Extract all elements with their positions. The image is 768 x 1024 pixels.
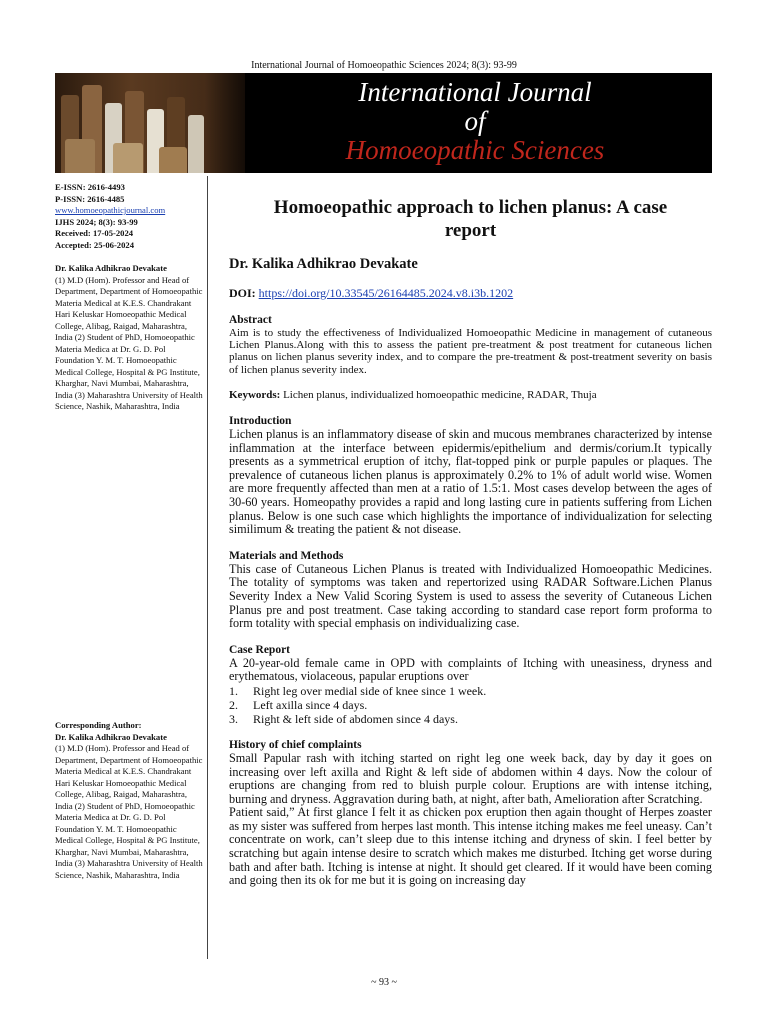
sidebar-author-name: Dr. Kalika Adhikrao Devakate [55, 263, 167, 273]
corresponding-author-block [55, 720, 203, 881]
page-number: ~ 93 ~ [371, 977, 397, 988]
history-heading: History of chief complaints [229, 738, 362, 751]
ijhs-citation: IJHS 2024; 8(3): 93-99 [55, 216, 138, 227]
journal-url-link[interactable]: www.homoeopathicjournal.com [55, 205, 166, 215]
list-item: 1. Right leg over medial side of knee since 1 week. [229, 683, 487, 698]
abstract-heading: Abstract [229, 314, 272, 326]
banner-title-line-3: Homoeopathic Sciences [345, 135, 605, 165]
banner-fade [205, 73, 265, 173]
article-author: Dr. Kalika Adhikrao Devakate [229, 256, 418, 272]
banner-title-line-1: International Journal [358, 77, 592, 107]
corresponding-author-label: Corresponding Author: [55, 720, 142, 730]
case-report-text: A 20-year-old female came in OPD with complaints of Itching with uneasiness, dryness and erythematous, violaceous, papular eruptions over [229, 655, 712, 684]
abstract-text: Aim is to study the effectiveness of Individualized Homoeopathic Medicine in management of cutaneous Lichen Planus.Along with this to assess the patient pre-treatment & post treatment for cutaneous lichen planus on lichen planus severity index, and to compare the pre-treatment & post-treatment severity on basis of lichen planus severity index. [229, 327, 712, 376]
keywords-label: Keywords: [229, 388, 281, 401]
methods-heading: Materials and Methods [229, 549, 344, 562]
doi-line [229, 286, 712, 301]
running-head: International Journal of Homoeopathic Sciences 2024; 8(3): 93-99 [251, 60, 517, 71]
keywords-text: Lichen planus, individualized homoeopathic medicine, RADAR, Thuja [283, 388, 597, 401]
history-text-2: Patient said,” At first glance I felt it as chicken pox eruption then again thought of Herpes zoaster as my sister was suffered from herpes last month. This intense itching makes me feel uneasy. Can’t concentrate on work, can’t sleep due to this intense itching and dryness of skin. I feel better by scratching but again intense desire to scratch which makes me disturbed. Itching get worse during bath and after bath. Itching is intense at night. It should get cleared. If it would have been coming and going then its ok for me but it is going on increasing day [229, 805, 712, 888]
column-divider [207, 176, 208, 959]
introduction-heading: Introduction [229, 415, 292, 428]
sidebar-author-affiliation: (1) M.D (Hom). Professor and Head of Department, Department of Homoeopathic Materia Medical at K.E.S. Chandrakant Hari Keluskar Homoeopathic Medical College, Alibag, Raigad, Maharashtra, India (2) Student of PhD, Homoeopathic Materia Medica at Dr. G. D. Pol Foundation Y. M. T. Homoeopathic Medical College, Hospital & PG Institute, Kharghar, Navi Mumbai, Maharashtra, India (3) Maharashtra University of Health Science, Nashik, Maharashtra, India [55, 274, 203, 411]
methods-text: This case of Cutaneous Lichen Planus is treated with Individualized Homoeopathic Medicines. The totality of symptoms was taken and repertorized using RADAR Software.Lichen Planus Severity Index a New Valid Scoring System is used to assess the severity of Cutaneous Lichen Planus pre and post treatment. Case taking according to standard case report form proforma to form totality with special emphasis on individualizing case. [229, 561, 712, 631]
banner-title-line-2: of [464, 106, 486, 136]
article-main-column [229, 196, 712, 888]
journal-banner [55, 73, 712, 173]
corresponding-author-affiliation: (1) M.D (Hom). Professor and Head of Department, Department of Homoeopathic Materia Medical at K.E.S. Chandrakant Hari Keluskar Homoeopathic Medical College, Alibag, Raigad, Maharashtra, India (2) Student of PhD, Homoeopathic Materia Medica at Dr. G. D. Pol Foundation Y. M. T. Homoeopathic Medical College, Hospital & PG Institute, Kharghar, Navi Mumbai, Maharashtra, India (3) Maharashtra University of Health Science, Nashik, Maharashtra, India [55, 743, 203, 880]
case-complaints-list [229, 684, 712, 726]
doi-link[interactable]: https://doi.org/10.33545/26164485.2024.v8.i3b.1202 [258, 286, 514, 300]
doi-label: DOI: [229, 286, 256, 300]
article-title: Homoeopathic approach to lichen planus: A case report [273, 197, 668, 241]
introduction-text: Lichen planus is an inflammatory disease of skin and mucous membranes characterized by intense inflammation at the interface between epidermis/epithelium and dermis/corium.It typically presents as a symmetrical eruption of itchy, flat-topped pink or purple papules or plaques. The prevalence of cutaneous lichen planus is approximately 0.2% to 1% of adult world wise. Women are more frequently affected than men at a ratio of 1.5:1. Most cases develop between the ages of 30-60 years. Homeopathy provides a rapid and long lasting cure in patients suffering from Lichen planus. Below is one such case which highlights the importance of individualization for selecting similimum & treating the patient & not disease. [229, 427, 712, 537]
corresponding-author-name: Dr. Kalika Adhikrao Devakate [55, 731, 167, 742]
accepted-date: Accepted: 25-06-2024 [55, 239, 134, 250]
article-info-sidebar [55, 182, 203, 413]
case-report-heading: Case Report [229, 643, 290, 656]
keywords-line [229, 389, 712, 401]
history-text-1: Small Papular rash with itching started on right leg one week back, day by day it goes on increasing over left axilla and Right & left side of abdomen within 4 days. Now the colour of eruptions are changing from red to bluish purple colour. Eruptions are with intense itching, burning and dryness. Aggravation during bath, at night, after bath, Amelioration after Scratching. [229, 750, 712, 806]
e-issn: E-ISSN: 2616-4493 [55, 182, 125, 192]
received-date: Received: 17-05-2024 [55, 228, 134, 238]
list-item: 3. Right & left side of abdomen since 4 days. [229, 711, 458, 726]
p-issn: P-ISSN: 2616-4485 [55, 193, 125, 204]
list-item: 2. Left axilla since 4 days. [229, 697, 368, 712]
